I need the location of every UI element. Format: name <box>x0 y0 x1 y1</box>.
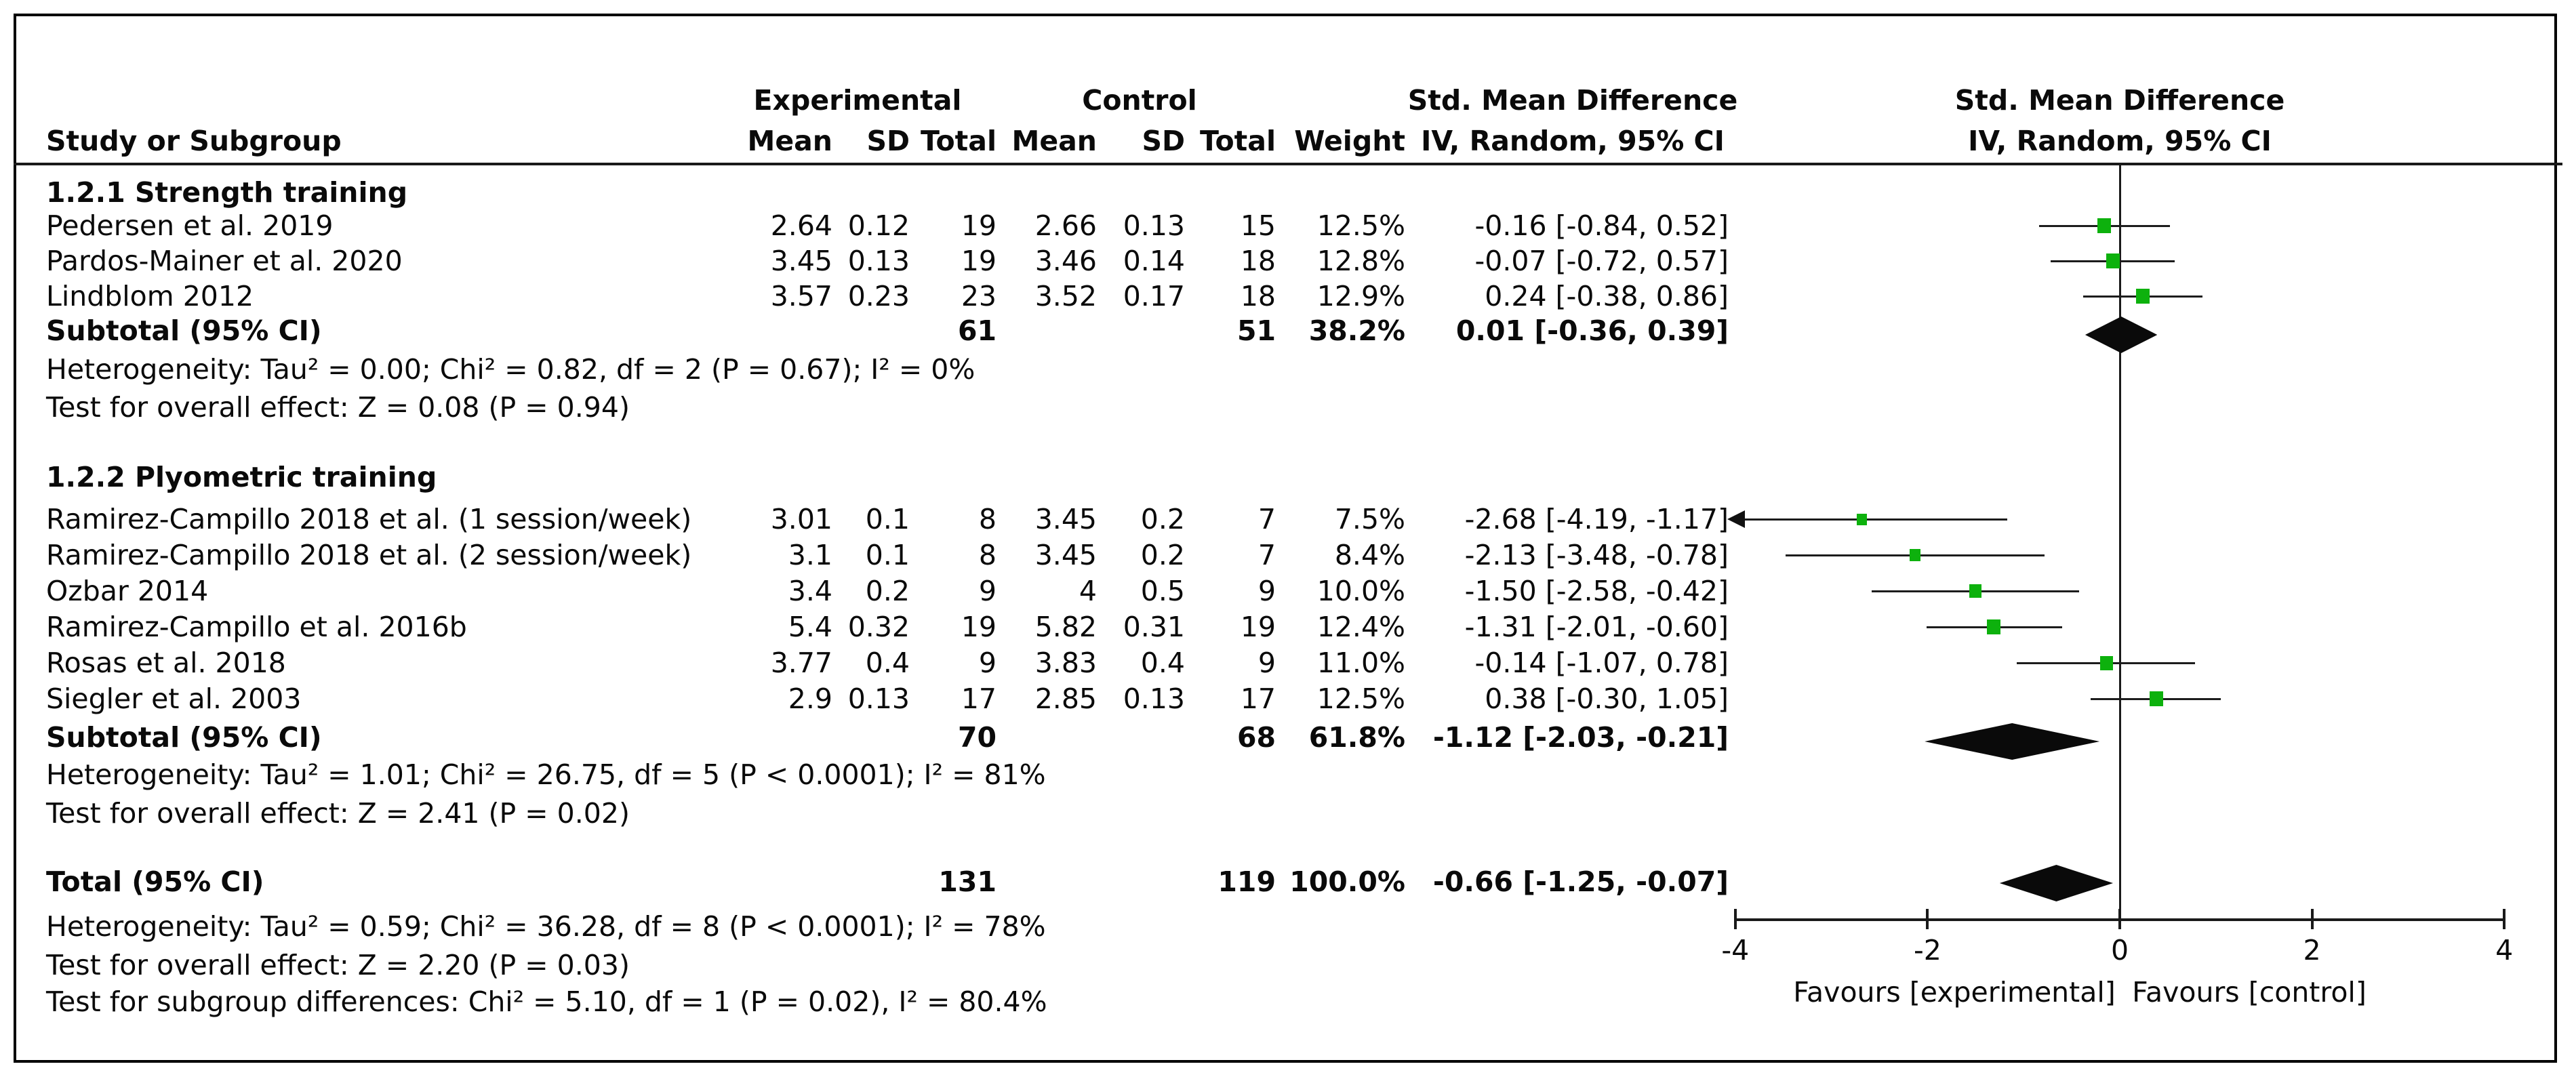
effect-marker <box>2100 656 2113 670</box>
exp-sd-cell: 0.13 <box>847 245 910 277</box>
ctrl-total-cell: 18 <box>1240 280 1276 312</box>
total-weight: 100.0% <box>1289 866 1405 898</box>
favours-left-label: Favours [experimental] <box>1793 976 2116 1009</box>
subtotal-ctrl-total: 68 <box>1236 721 1276 754</box>
effect-marker <box>1857 514 1867 525</box>
exp-total-cell: 19 <box>961 209 997 242</box>
col-header-control: Control <box>1082 84 1197 117</box>
study-name: Pardos-Mainer et al. 2020 <box>46 245 403 277</box>
ctrl-sd-cell: 0.5 <box>1140 575 1185 607</box>
ctrl-mean-cell: 3.46 <box>1034 245 1097 277</box>
subtotal-ctrl-total: 51 <box>1236 314 1276 347</box>
study-name: Ramirez-Campillo 2018 et al. (1 session/week) <box>46 503 692 535</box>
exp-sd-cell: 0.23 <box>847 280 910 312</box>
exp-mean-cell: 3.1 <box>788 539 832 571</box>
total-label: Total (95% CI) <box>46 866 264 898</box>
subgroup-label: 1.2.2 Plyometric training <box>46 461 437 493</box>
ctrl-sd-cell: 0.2 <box>1140 539 1185 571</box>
ctrl-mean-cell: 3.52 <box>1034 280 1097 312</box>
axis-tick-label: 4 <box>2495 934 2514 966</box>
weight-cell: 12.5% <box>1316 683 1405 715</box>
col-header-exp-mean: Mean <box>747 125 832 157</box>
total-ci-text: -0.66 [-1.25, -0.07] <box>1432 866 1729 898</box>
effect-marker <box>2097 218 2111 233</box>
weight-cell: 8.4% <box>1334 539 1405 571</box>
exp-mean-cell: 2.64 <box>770 209 832 242</box>
plot-zero-line <box>2119 165 2121 920</box>
exp-mean-cell: 3.4 <box>788 575 832 607</box>
axis-tick <box>1734 909 1737 929</box>
axis-tick <box>1926 909 1929 929</box>
exp-sd-cell: 0.13 <box>847 683 910 715</box>
exp-total-cell: 9 <box>978 647 997 679</box>
effect-marker <box>1987 619 2000 634</box>
ci-text-cell: -2.13 [-3.48, -0.78] <box>1464 539 1729 571</box>
exp-total-cell: 23 <box>961 280 997 312</box>
ctrl-mean-cell: 2.85 <box>1034 683 1097 715</box>
exp-sd-cell: 0.4 <box>865 647 910 679</box>
ctrl-total-cell: 9 <box>1257 647 1276 679</box>
weight-cell: 10.0% <box>1316 575 1405 607</box>
effect-marker <box>2136 289 2150 304</box>
study-name: Pedersen et al. 2019 <box>46 209 334 242</box>
ctrl-total-cell: 7 <box>1257 539 1276 571</box>
ci-text-cell: -0.14 [-1.07, 0.78] <box>1474 647 1729 679</box>
effect-marker <box>1969 584 1981 598</box>
ctrl-total-cell: 19 <box>1240 611 1276 643</box>
study-name: Ramirez-Campillo et al. 2016b <box>46 611 467 643</box>
col-header-ctrl-mean: Mean <box>1011 125 1097 157</box>
subtotal-ci-text: 0.01 [-0.36, 0.39] <box>1455 314 1729 347</box>
ci-text-cell: -0.16 [-0.84, 0.52] <box>1474 209 1729 242</box>
study-name: Ramirez-Campillo 2018 et al. (2 session/week) <box>46 539 692 571</box>
effect-marker <box>1910 549 1920 561</box>
exp-total-cell: 19 <box>961 245 997 277</box>
study-name: Ozbar 2014 <box>46 575 209 607</box>
ci-text-cell: -0.07 [-0.72, 0.57] <box>1474 245 1729 277</box>
study-name: Rosas et al. 2018 <box>46 647 286 679</box>
ctrl-total-cell: 18 <box>1240 245 1276 277</box>
ctrl-sd-cell: 0.4 <box>1140 647 1185 679</box>
exp-sd-cell: 0.2 <box>865 575 910 607</box>
study-name: Siegler et al. 2003 <box>46 683 302 715</box>
favours-right-label: Favours [control] <box>2132 976 2367 1009</box>
axis-tick <box>2118 909 2121 929</box>
col-header-ctrl-total: Total <box>1199 125 1276 157</box>
exp-mean-cell: 3.57 <box>770 280 832 312</box>
subgroup-differences-text: Test for subgroup differences: Chi² = 5.10, df = 1 (P = 0.02), I² = 80.4% <box>46 985 1047 1018</box>
ctrl-sd-cell: 0.17 <box>1123 280 1185 312</box>
ctrl-sd-cell: 0.14 <box>1123 245 1185 277</box>
col-header-effect-title: Std. Mean Difference <box>1407 84 1738 117</box>
ctrl-mean-cell: 3.83 <box>1034 647 1097 679</box>
subgroup-label: 1.2.1 Strength training <box>46 176 408 209</box>
subtotal-exp-total: 70 <box>957 721 997 754</box>
exp-mean-cell: 5.4 <box>788 611 832 643</box>
plot-header-line1: Std. Mean Difference <box>1954 84 2285 117</box>
ctrl-mean-cell: 4 <box>1079 575 1097 607</box>
exp-sd-cell: 0.12 <box>847 209 910 242</box>
ctrl-sd-cell: 0.13 <box>1123 683 1185 715</box>
axis-tick <box>2311 909 2314 929</box>
weight-cell: 12.5% <box>1316 209 1405 242</box>
col-header-study: Study or Subgroup <box>46 125 342 157</box>
ci-text-cell: 0.24 [-0.38, 0.86] <box>1485 280 1729 312</box>
ctrl-sd-cell: 0.2 <box>1140 503 1185 535</box>
subtotal-label: Subtotal (95% CI) <box>46 721 322 754</box>
ctrl-mean-cell: 3.45 <box>1034 503 1097 535</box>
ctrl-total-cell: 9 <box>1257 575 1276 607</box>
exp-sd-cell: 0.1 <box>865 539 910 571</box>
header-divider <box>14 163 2562 165</box>
weight-cell: 12.9% <box>1316 280 1405 312</box>
col-header-weight: Weight <box>1294 125 1405 157</box>
plot-header-line2: IV, Random, 95% CI <box>1968 125 2272 157</box>
exp-total-cell: 8 <box>978 503 997 535</box>
heterogeneity-text: Heterogeneity: Tau² = 1.01; Chi² = 26.75, df = 5 (P < 0.0001); I² = 81% <box>46 758 1046 791</box>
axis-tick-label: -4 <box>1721 934 1750 966</box>
ctrl-total-cell: 7 <box>1257 503 1276 535</box>
subtotal-exp-total: 61 <box>957 314 997 347</box>
exp-total-cell: 19 <box>961 611 997 643</box>
exp-sd-cell: 0.1 <box>865 503 910 535</box>
exp-mean-cell: 3.77 <box>770 647 832 679</box>
study-name: Lindblom 2012 <box>46 280 254 312</box>
weight-cell: 11.0% <box>1316 647 1405 679</box>
exp-total-cell: 9 <box>978 575 997 607</box>
ctrl-total-cell: 17 <box>1240 683 1276 715</box>
subtotal-label: Subtotal (95% CI) <box>46 314 322 347</box>
axis-tick-label: 2 <box>2303 934 2321 966</box>
axis-tick-label: -2 <box>1913 934 1941 966</box>
col-header-effect-method: IV, Random, 95% CI <box>1421 125 1725 157</box>
axis-tick <box>2503 909 2505 929</box>
total-ctrl-total: 119 <box>1217 866 1276 898</box>
ci-text-cell: -1.31 [-2.01, -0.60] <box>1464 611 1729 643</box>
ctrl-mean-cell: 5.82 <box>1034 611 1097 643</box>
heterogeneity-text: Heterogeneity: Tau² = 0.00; Chi² = 0.82, df = 2 (P = 0.67); I² = 0% <box>46 353 975 386</box>
subtotal-weight: 38.2% <box>1308 314 1405 347</box>
weight-cell: 7.5% <box>1334 503 1405 535</box>
ctrl-total-cell: 15 <box>1240 209 1276 242</box>
exp-mean-cell: 3.01 <box>770 503 832 535</box>
total-heterogeneity-text: Heterogeneity: Tau² = 0.59; Chi² = 36.28, df = 8 (P < 0.0001); I² = 78% <box>46 910 1046 943</box>
ctrl-sd-cell: 0.13 <box>1123 209 1185 242</box>
exp-mean-cell: 3.45 <box>770 245 832 277</box>
axis-tick-label: 0 <box>2110 934 2129 966</box>
subtotal-ci-text: -1.12 [-2.03, -0.21] <box>1432 721 1729 754</box>
ci-text-cell: -2.68 [-4.19, -1.17] <box>1464 503 1729 535</box>
total-exp-total: 131 <box>938 866 997 898</box>
ci-line <box>1735 518 2007 521</box>
col-header-exp-sd: SD <box>866 125 910 157</box>
exp-sd-cell: 0.32 <box>847 611 910 643</box>
ctrl-sd-cell: 0.31 <box>1123 611 1185 643</box>
ci-text-cell: 0.38 [-0.30, 1.05] <box>1485 683 1729 715</box>
exp-total-cell: 17 <box>961 683 997 715</box>
ci-text-cell: -1.50 [-2.58, -0.42] <box>1464 575 1729 607</box>
ctrl-mean-cell: 3.45 <box>1034 539 1097 571</box>
weight-cell: 12.4% <box>1316 611 1405 643</box>
effect-marker <box>2150 691 2163 706</box>
effect-marker <box>2106 253 2120 268</box>
overall-effect-text: Test for overall effect: Z = 2.41 (P = 0.02) <box>46 797 630 830</box>
overall-effect-text: Test for overall effect: Z = 0.08 (P = 0.94) <box>46 391 630 424</box>
exp-mean-cell: 2.9 <box>788 683 832 715</box>
total-overall-effect-text: Test for overall effect: Z = 2.20 (P = 0.03) <box>46 949 630 981</box>
col-header-experimental: Experimental <box>753 84 962 117</box>
ctrl-mean-cell: 2.66 <box>1034 209 1097 242</box>
exp-total-cell: 8 <box>978 539 997 571</box>
col-header-exp-total: Total <box>920 125 997 157</box>
weight-cell: 12.8% <box>1316 245 1405 277</box>
col-header-ctrl-sd: SD <box>1142 125 1185 157</box>
ci-arrow-left-icon <box>1727 510 1745 528</box>
subtotal-weight: 61.8% <box>1308 721 1405 754</box>
